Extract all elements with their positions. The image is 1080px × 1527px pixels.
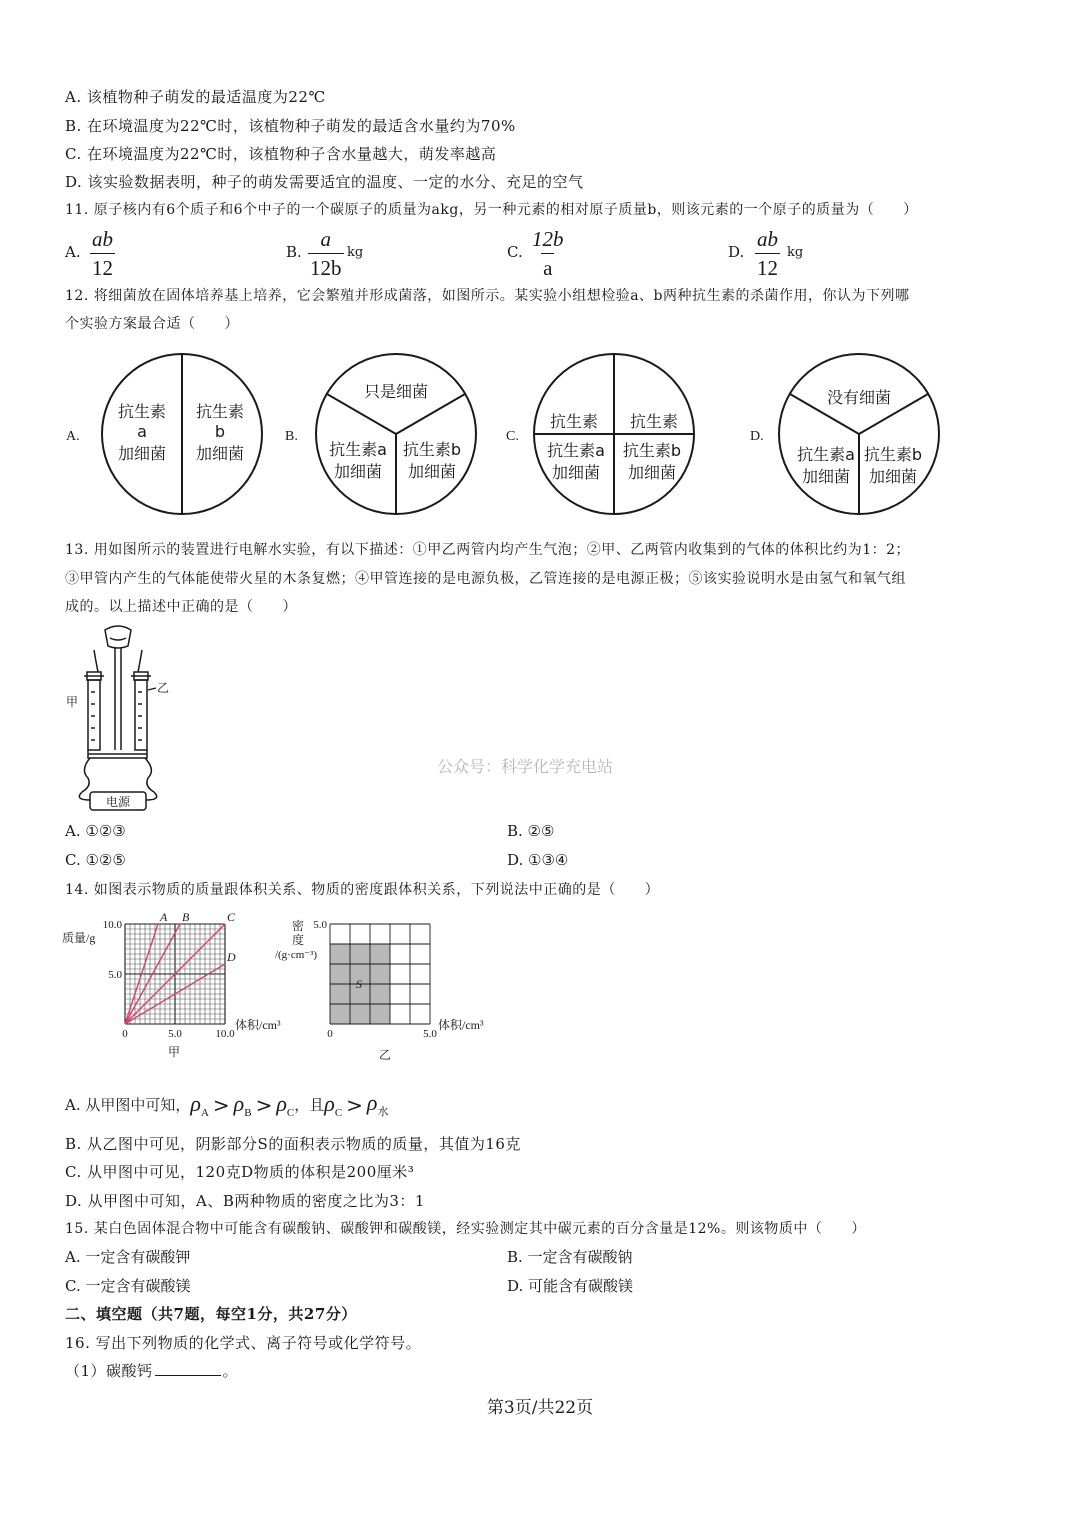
dish-a-right-line3: 加细菌 [195, 444, 245, 463]
dish-a-left-line1: 抗生素 [117, 402, 167, 421]
q15-option-c: C. 一定含有碳酸镁 [65, 1277, 191, 1295]
q14-option-d: D. 从甲图中可知，A、B两种物质的密度之比为3：1 [65, 1192, 425, 1210]
q13-stem-line2: ③甲管内产生的气体能使带火星的木条复燃；④甲管连接的是电源负极，乙管连接的是电源正极；⑤该实验说明水是由氢气和氧气组 [65, 571, 906, 587]
q11-option-d-unit: kg [787, 245, 804, 260]
dish-c-top-right: 抗生素 [629, 412, 679, 431]
q14-stem: 14. 如图表示物质的质量跟体积关系、物质的密度跟体积关系，下列说法中正确的是（ ） [65, 882, 660, 898]
rho-b: $\rho_B$ [233, 1090, 252, 1119]
rel-1: > [212, 1092, 230, 1117]
dish-a-left-line3: 加细菌 [117, 444, 167, 463]
q11-option-a-fraction [90, 227, 115, 280]
q11-option-d-denominator: 12 [755, 253, 780, 280]
x-tick-label: 5.0 [168, 1028, 182, 1040]
q11-option-b-fraction [308, 227, 344, 280]
chart-yi-ylabel-line3: /(g·cm⁻³) [274, 949, 318, 961]
dish-d-right-line1: 抗生素b [863, 445, 923, 464]
chart-jia [60, 906, 300, 1066]
dish-c-letter: C. [506, 429, 519, 444]
q12-stem-line1: 12. 将细菌放在固体培养基上培养，它会繁殖并形成菌落，如图所示。某实验小组想检验a、b两种抗生素的杀菌作用，你认为下列哪 [65, 288, 910, 304]
q11-option-d-fraction [755, 227, 780, 280]
dish-b [316, 354, 476, 514]
q15-stem: 15. 某白色固体混合物中可能含有碳酸钠、碳酸钾和碳酸镁，经实验测定其中碳元素的百分含量是12%。则该物质中（ ） [65, 1221, 866, 1237]
dish-d-left-line1: 抗生素a [797, 445, 855, 464]
funnel [105, 626, 131, 648]
q11-option-a-numerator: ab [92, 227, 113, 251]
dish-d-letter: D. [750, 429, 764, 444]
q10-option-a: A. 该植物种子萌发的最适温度为22℃ [65, 88, 326, 106]
q13-option-b: B. ②⑤ [507, 822, 555, 840]
x-tick-label: 0 [327, 1028, 333, 1040]
q14-option-a [65, 1090, 388, 1119]
power-label: 电源 [105, 795, 131, 809]
q11-option-c-fraction [530, 227, 566, 280]
chart-yi-ylabel-line2: 度 [291, 933, 305, 947]
dish-d-top: 没有细菌 [826, 388, 892, 407]
series-label-D: D [227, 950, 236, 964]
rel-2: > [255, 1092, 273, 1117]
dish-a-left-line2: a [137, 422, 147, 441]
dish-b-right-line2: 加细菌 [407, 462, 457, 481]
dish-b-left-line2: 加细菌 [333, 462, 383, 481]
q13-option-d: D. ①③④ [507, 851, 569, 869]
chart-jia-ylabel: 质量/g [62, 931, 96, 945]
watermark: 公众号：科学化学充电站 [437, 757, 614, 776]
q15-option-a: A. 一定含有碳酸钾 [65, 1248, 191, 1266]
q11-option-b-denominator: 12b [308, 253, 344, 280]
q16-item1 [65, 1360, 238, 1381]
dish-a-letter: A. [66, 429, 80, 444]
q11-option-b-unit: kg [347, 245, 364, 260]
q13-option-c: C. ①②⑤ [65, 851, 126, 869]
dish-c-bottom-left-line2: 加细菌 [551, 463, 601, 482]
x-tick-label: 5.0 [423, 1028, 437, 1040]
q15-option-d: D. 可能含有碳酸镁 [507, 1277, 634, 1295]
rho-water: $\rho_水$ [366, 1090, 389, 1118]
dish-d [779, 354, 939, 514]
section-heading: 二、填空题（共7题，每空1分，共27分） [65, 1305, 357, 1323]
y-tick-label: 5.0 [313, 919, 327, 931]
right-wire-end [146, 792, 157, 800]
q10-option-b: B. 在环境温度为22℃时，该植物种子萌发的最适含水量约为70% [65, 117, 516, 135]
q11-option-b-numerator: a [320, 227, 331, 251]
dish-b-top: 只是细菌 [363, 382, 429, 401]
q10-option-d: D. 该实验数据表明，种子的萌发需要适宜的温度、一定的水分、充足的空气 [65, 173, 584, 191]
rho-a: $\rho_A$ [190, 1090, 209, 1119]
x-tick-label: 10.0 [215, 1028, 235, 1040]
q16-item1-blank[interactable] [155, 1361, 221, 1376]
q16-item1-end: 。 [222, 1362, 239, 1380]
series-label-A: A [160, 910, 168, 924]
dish-c [534, 354, 694, 514]
q11-option-c-letter: C. [507, 243, 523, 261]
dish-c-bottom-right-line1: 抗生素b [622, 441, 682, 460]
dish-a-right-line1: 抗生素 [195, 402, 245, 421]
label-jia: 甲 [66, 695, 79, 709]
rho-c: $\rho_C$ [276, 1090, 295, 1119]
q11-option-c-numerator: 12b [532, 227, 564, 251]
q16-item1-label: （1）碳酸钙 [65, 1362, 153, 1380]
q14-option-a-comma: ，且 [294, 1096, 325, 1114]
right-wire [145, 758, 154, 792]
dish-c-bottom-left-line1: 抗生素a [547, 441, 605, 460]
chart-yi-s-label: S [356, 977, 362, 991]
q11-stem: 11. 原子核内有6个质子和6个中子的一个碳原子的质量为akg，另一种元素的相对原子质量b，则该元素的一个原子的质量为（ ） [65, 202, 918, 218]
electrolysis-apparatus [60, 620, 190, 815]
rel-3: > [346, 1092, 363, 1117]
dish-d-left-line2: 加细菌 [801, 467, 851, 486]
label-yi: 乙 [157, 681, 170, 695]
q11-option-c-denominator: a [541, 253, 554, 280]
q11-option-d-numerator: ab [757, 227, 778, 251]
y-tick-label: 10.0 [102, 919, 122, 931]
dish-d-right-line2: 加细菌 [868, 467, 918, 486]
dish-a [102, 354, 262, 514]
q11-option-b-letter: B. [286, 243, 302, 261]
dish-b-left-line1: 抗生素a [329, 440, 387, 459]
left-wire [82, 758, 90, 792]
chart-yi [270, 906, 500, 1066]
chart-yi-ylabel-line1: 密 [291, 919, 305, 933]
dish-b-right-line1: 抗生素b [402, 440, 462, 459]
chart-yi-title: 乙 [378, 1048, 392, 1062]
q11-option-a-letter: A. [65, 243, 81, 261]
q15-option-b: B. 一定含有碳酸钠 [507, 1248, 633, 1266]
rho-c-2: $\rho_C$ [324, 1090, 343, 1119]
dish-b-letter: B. [285, 429, 298, 444]
q14-option-c: C. 从甲图中可见，120克D物质的体积是200厘米³ [65, 1163, 415, 1181]
chart-jia-xlabel: 体积/cm³ [235, 1018, 281, 1032]
x-tick-label: 0 [122, 1028, 128, 1040]
q12-stem-line2: 个实验方案最合适（ ） [65, 316, 239, 332]
right-tip [138, 650, 142, 672]
q11-option-d-letter: D. [728, 243, 745, 261]
q14-option-b: B. 从乙图中可见，阴影部分S的面积表示物质的质量，其值为16克 [65, 1135, 521, 1153]
q13-stem-line1: 13. 用如图所示的装置进行电解水实验，有以下描述：①甲乙两管内均产生气泡；②甲、乙两管内收集到的气体的体积比约为1：2； [65, 542, 911, 558]
q10-option-c: C. 在环境温度为22℃时，该植物种子含水量越大，萌发率越高 [65, 145, 497, 163]
chart-yi-xlabel: 体积/cm³ [438, 1018, 484, 1032]
chart-jia-title: 甲 [167, 1045, 181, 1059]
page-footer: 第3页/共22页 [486, 1398, 594, 1418]
q13-option-a: A. ①②③ [65, 822, 126, 840]
left-tip [94, 650, 98, 672]
q12-dishes-figure [60, 345, 960, 525]
y-tick-label: 5.0 [108, 969, 122, 981]
q11-option-a-denominator: 12 [90, 253, 115, 280]
q14-option-a-prefix: A. 从甲图中可知， [65, 1096, 191, 1114]
dish-c-bottom-right-line2: 加细菌 [627, 463, 677, 482]
dish-a-right-line2: b [214, 422, 226, 441]
dish-c-top-left: 抗生素 [549, 412, 599, 431]
left-wire-end [79, 792, 90, 800]
series-label-C: C [227, 910, 236, 924]
funnel-water [110, 638, 126, 640]
q16-stem: 16. 写出下列物质的化学式、离子符号或化学符号。 [65, 1334, 422, 1352]
series-label-B: B [182, 910, 190, 924]
q13-stem-line3: 成的。以上描述中正确的是（ ） [65, 599, 297, 615]
